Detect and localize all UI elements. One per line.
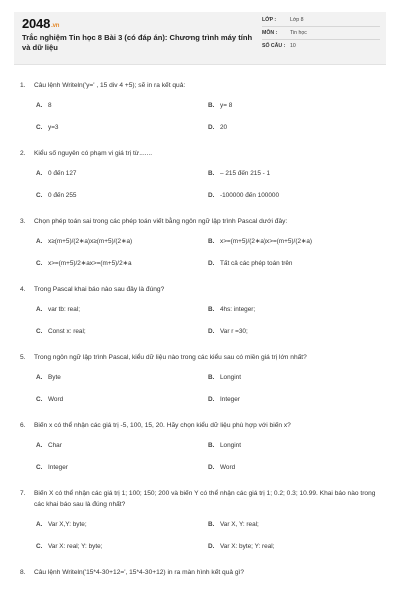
option-grid bbox=[36, 520, 380, 551]
answer-option[interactable] bbox=[36, 520, 208, 529]
question-list bbox=[20, 80, 380, 594]
question-number: 5. bbox=[20, 354, 26, 361]
answer-option[interactable] bbox=[36, 237, 208, 246]
answer-option[interactable] bbox=[208, 101, 380, 110]
question-body: Câu lệnh Writeln('y=' , 15 div 4 +5); sẽ in ra kết quả: bbox=[34, 82, 186, 89]
option-text: Var X, Y: real; bbox=[220, 521, 259, 528]
option-text: Longint bbox=[220, 442, 241, 449]
meta-value: 10 bbox=[290, 43, 296, 49]
question-body: Trong Pascal khai báo nào sau đây là đúng? bbox=[34, 286, 165, 293]
option-letter: A. bbox=[36, 374, 43, 381]
option-letter: B. bbox=[208, 521, 215, 528]
question-body: Chọn phép toán sai trong các phép toán viết bằng ngôn ngữ lập trình Pascal dưới đây: bbox=[34, 218, 288, 225]
option-grid bbox=[36, 373, 380, 404]
option-text: Var X: real; Y: byte; bbox=[48, 543, 103, 550]
option-letter: B. bbox=[208, 238, 215, 245]
meta-row-class bbox=[262, 14, 380, 27]
option-letter: C. bbox=[36, 328, 43, 335]
logo-domain-suffix: .vn bbox=[51, 23, 60, 29]
answer-option[interactable] bbox=[36, 463, 208, 472]
question-body: Trong ngôn ngữ lập trình Pascal, kiểu dữ liệu nào trong các kiểu sau có miền giá trị lớn nhất? bbox=[34, 354, 307, 361]
logo-main-text: 2048 bbox=[22, 16, 51, 31]
question-text bbox=[20, 420, 380, 431]
option-grid bbox=[36, 305, 380, 336]
option-text: var tb: real; bbox=[48, 306, 80, 313]
option-letter: B. bbox=[208, 442, 215, 449]
option-text: Integer bbox=[220, 396, 240, 403]
option-letter: C. bbox=[36, 124, 43, 131]
question-item bbox=[20, 216, 380, 268]
meta-label: MÔN : bbox=[262, 30, 278, 36]
option-text: Var X,Y: byte; bbox=[48, 521, 87, 528]
option-text: 8 bbox=[48, 102, 52, 109]
option-letter: A. bbox=[36, 521, 43, 528]
question-number: 1. bbox=[20, 82, 26, 89]
answer-option[interactable] bbox=[208, 327, 380, 336]
question-item bbox=[20, 80, 380, 132]
option-text: Tất cả các phép toán trên bbox=[220, 260, 293, 267]
option-text: Var r =30; bbox=[220, 328, 248, 335]
option-text: Word bbox=[48, 396, 64, 403]
question-text bbox=[20, 284, 380, 295]
question-body: Câu lệnh Writeln('15*4-30+12=', 15*4-30+12) in ra màn hình kết quả gì? bbox=[34, 569, 245, 576]
answer-option[interactable] bbox=[208, 395, 380, 404]
option-text: 0 đến 255 bbox=[48, 192, 77, 199]
question-item bbox=[20, 148, 380, 200]
option-text: y= 8 bbox=[220, 102, 233, 109]
option-letter: D. bbox=[208, 260, 215, 267]
option-grid bbox=[36, 237, 380, 268]
answer-option[interactable] bbox=[208, 237, 380, 246]
option-letter: D. bbox=[208, 396, 215, 403]
question-body: Kiểu số nguyên có phạm vi giá trị từ....... bbox=[34, 150, 153, 157]
answer-option[interactable] bbox=[208, 123, 380, 132]
document-header bbox=[14, 12, 386, 65]
question-number: 7. bbox=[20, 490, 26, 497]
option-letter: A. bbox=[36, 442, 43, 449]
option-text: x>=(m+5)/(2∗a)x>=(m+5)/(2∗a) bbox=[220, 238, 313, 245]
page-title: Trắc nghiệm Tin học 8 Bài 3 (có đáp án): Chương trình máy tính và dữ liệu bbox=[22, 33, 253, 52]
answer-option[interactable] bbox=[36, 191, 208, 200]
question-item bbox=[20, 488, 380, 551]
meta-label: LỚP : bbox=[262, 17, 277, 23]
option-text: Integer bbox=[48, 464, 68, 471]
question-text bbox=[20, 352, 380, 363]
option-letter: B. bbox=[208, 170, 215, 177]
answer-option[interactable] bbox=[36, 101, 208, 110]
answer-option[interactable] bbox=[208, 259, 380, 268]
answer-option[interactable] bbox=[208, 373, 380, 382]
option-grid bbox=[36, 441, 380, 472]
question-text bbox=[20, 567, 380, 578]
answer-option[interactable] bbox=[36, 123, 208, 132]
question-body: Biến X có thể nhận các giá trị 1; 100; 150; 200 và biến Y có thể nhận các giá trị 1; 0.2; 0.3; 10.99. Khai báo nào trong các khai báo sau là đúng nhất? bbox=[34, 490, 376, 508]
option-letter: C. bbox=[36, 396, 43, 403]
meta-row-subject bbox=[262, 27, 380, 40]
option-letter: B. bbox=[208, 374, 215, 381]
question-text bbox=[20, 80, 380, 91]
option-letter: A. bbox=[36, 306, 43, 313]
answer-option[interactable] bbox=[208, 542, 380, 551]
answer-option[interactable] bbox=[36, 441, 208, 450]
option-text: 4hs: integer; bbox=[220, 306, 256, 313]
option-letter: A. bbox=[36, 238, 43, 245]
meta-table bbox=[262, 14, 380, 52]
question-text bbox=[20, 216, 380, 227]
question-item bbox=[20, 284, 380, 336]
option-grid bbox=[36, 101, 380, 132]
option-letter: C. bbox=[36, 260, 43, 267]
question-item bbox=[20, 567, 380, 578]
option-letter: B. bbox=[208, 306, 215, 313]
answer-option[interactable] bbox=[36, 373, 208, 382]
option-text: Char bbox=[48, 442, 62, 449]
option-letter: D. bbox=[208, 328, 215, 335]
meta-row-question-count bbox=[262, 40, 380, 52]
option-letter: C. bbox=[36, 464, 43, 471]
option-text: Word bbox=[220, 464, 236, 471]
option-text: -100000 đến 100000 bbox=[220, 192, 279, 199]
option-text: 0 đến 127 bbox=[48, 170, 77, 177]
question-text bbox=[20, 148, 380, 159]
option-letter: D. bbox=[208, 192, 215, 199]
option-text: Byte bbox=[48, 374, 61, 381]
option-grid bbox=[36, 169, 380, 200]
question-number: 3. bbox=[20, 218, 26, 225]
answer-option[interactable] bbox=[36, 395, 208, 404]
option-letter: B. bbox=[208, 102, 215, 109]
option-text: Const x: real; bbox=[48, 328, 86, 335]
answer-option[interactable] bbox=[208, 169, 380, 178]
answer-option[interactable] bbox=[36, 327, 208, 336]
option-text: x>=(m+5)/2∗ax>=(m+5)/2∗a bbox=[48, 260, 132, 267]
option-letter: D. bbox=[208, 464, 215, 471]
question-number: 4. bbox=[20, 286, 26, 293]
question-number: 2. bbox=[20, 150, 26, 157]
option-letter: C. bbox=[36, 543, 43, 550]
meta-value: Tin học bbox=[290, 30, 307, 36]
answer-option[interactable] bbox=[208, 463, 380, 472]
option-letter: C. bbox=[36, 192, 43, 199]
question-number: 8. bbox=[20, 569, 26, 576]
option-letter: D. bbox=[208, 543, 215, 550]
meta-label: SỐ CÂU : bbox=[262, 43, 286, 49]
option-text: Var X: byte; Y: real; bbox=[220, 543, 275, 550]
option-text: Longint bbox=[220, 374, 241, 381]
answer-option[interactable] bbox=[208, 441, 380, 450]
answer-option[interactable] bbox=[208, 191, 380, 200]
meta-value: Lớp 8 bbox=[290, 17, 304, 23]
answer-option[interactable] bbox=[36, 542, 208, 551]
option-text: y=3 bbox=[48, 124, 59, 131]
answer-option[interactable] bbox=[36, 305, 208, 314]
answer-option[interactable] bbox=[36, 259, 208, 268]
option-text: 20 bbox=[220, 124, 228, 131]
question-number: 6. bbox=[20, 422, 26, 429]
option-text: – 215 đến 215 - 1 bbox=[220, 170, 271, 177]
answer-option[interactable] bbox=[208, 305, 380, 314]
answer-option[interactable] bbox=[36, 169, 208, 178]
question-item bbox=[20, 420, 380, 472]
question-text bbox=[20, 488, 380, 510]
option-letter: A. bbox=[36, 102, 43, 109]
question-body: Biến x có thể nhận các giá trị -5, 100, 15, 20. Hãy chọn kiểu dữ liệu phù hợp với biến x? bbox=[34, 422, 291, 429]
question-item bbox=[20, 352, 380, 404]
option-letter: A. bbox=[36, 170, 43, 177]
site-logo[interactable] bbox=[22, 16, 59, 31]
option-letter: D. bbox=[208, 124, 215, 131]
option-text: x≥(m+5)/(2∗a)x≥(m+5)/(2∗a) bbox=[48, 238, 133, 245]
answer-option[interactable] bbox=[208, 520, 380, 529]
